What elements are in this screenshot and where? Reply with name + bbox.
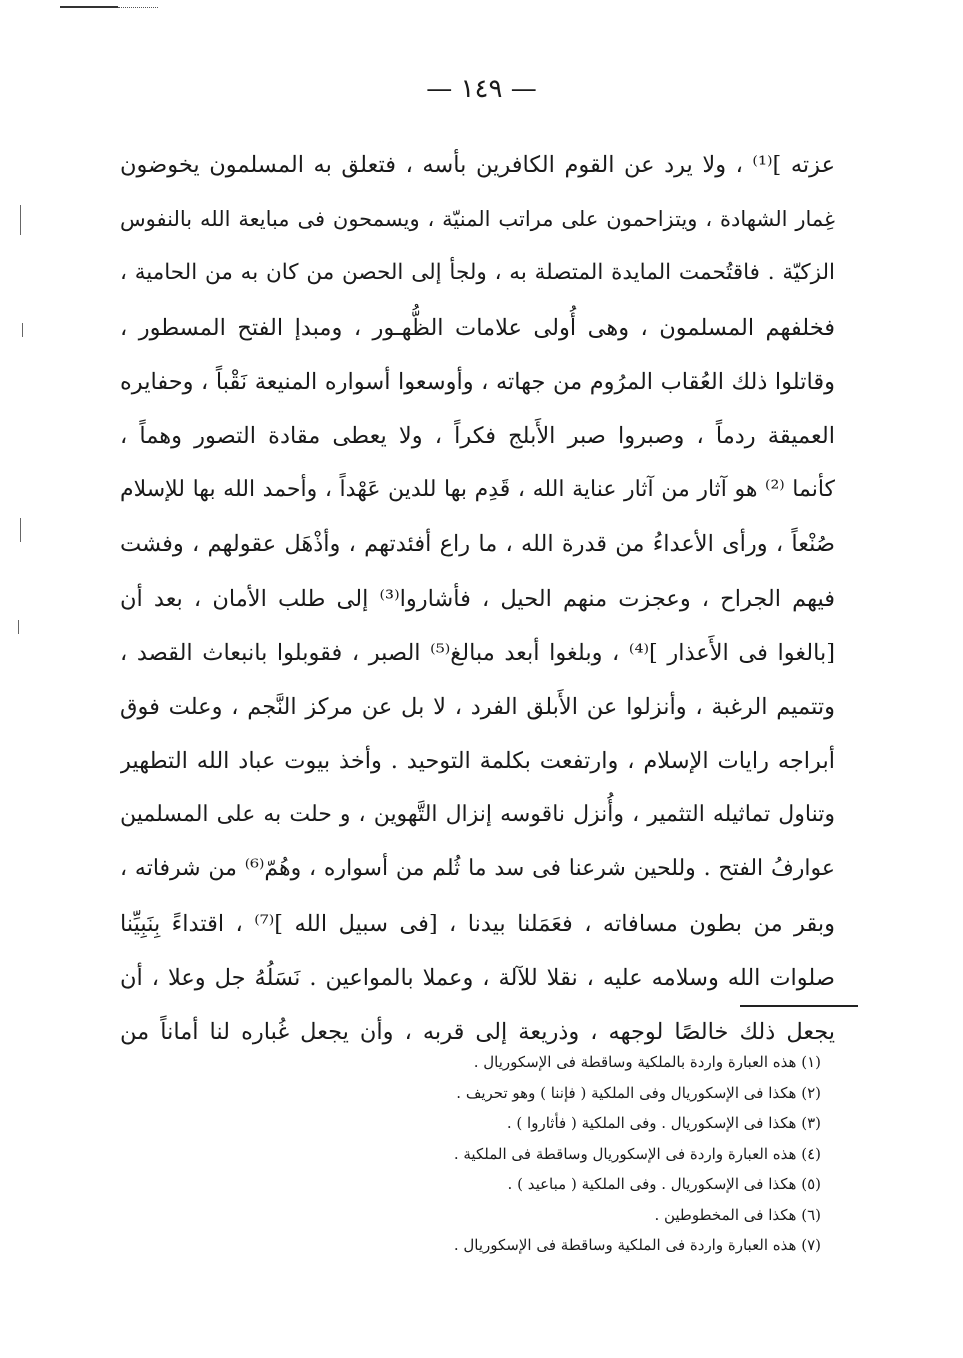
margin-mark: [18, 620, 19, 634]
text-line: كأنما ⁽²⁾ هو آثار من آثار عناية الله ، قَدِم بها للدين عَهْداً ، وأحمد الله بها للإسلام: [120, 477, 835, 503]
text-line: يجعل ذلك خالصًا لوجهه ، وذريعة إلى قربه ، وأن يجعل غُباره لنا أماناً من: [120, 1019, 835, 1045]
text-line: العميقة ردماً ، وصبروا صبر الأَبلج فكراً ، ولا يعطى مقادة التصور وهماً ،: [120, 422, 835, 449]
page-number: — ١٤٩ —: [426, 74, 537, 104]
text-line: وتتميم الرغبة ، وأنزلوا عن الأَبلق الفرد ، لا بل عن مركز النَّجم ، وعلت فوق: [120, 693, 835, 720]
footnote: (٢) هكذا فى الإسكوريال وفى الملكية ( فإننا ) وهو تحريف .: [456, 1083, 821, 1102]
text-line: [بالغوا فى الأَعذار ]⁽⁴⁾ ، وبلغوا أبعد مبالغ⁽⁵⁾ الصبر ، فقوبلوا بانبعاث القصد ،: [120, 639, 835, 666]
text-line: وبقر من بطون مسافاته ، فعَمَلنا بيدنا ، [فى سبيل الله ]⁽⁷⁾ ، اقتداءً بِنَبِيِّنا: [120, 910, 835, 937]
text-line: صُنْعاً ، ورأى الأعداءُ من قدرة الله ، ما راع أفئدتهم ، وأذْهَل عقولهم ، وفشت: [120, 531, 835, 558]
text-line: عزته ]⁽¹⁾ ، ولا يرد عن القوم الكافرين بأسه ، فتعلق به المسلمون يخوضون: [120, 152, 835, 178]
footnote: (٦) هكذا فى المخطوطين .: [654, 1205, 821, 1224]
text-line: أبراجه رايات الإسلام ، وارتفعت بكلمة التوحيد . وأخذ بيوت عباد الله التطهير: [120, 748, 835, 775]
footnote: (٣) هكذا فى الإسكوريال . وفى الملكية ( فأثاروا ) .: [506, 1114, 821, 1132]
footnote: (٧) هذه العبارة واردة فى الملكية وساقطة فى الإسكوريال .: [453, 1236, 821, 1254]
text-line: وتناول تماثيله التثمير ، وأُنزل ناقوسه إنزال التَّهوين ، و حلت به على المسلمين: [120, 802, 835, 828]
footnote: (٥) هكذا فى الإسكوريال . وفى الملكية ( مباعيد ) .: [507, 1175, 821, 1193]
body-text: [120, 138, 835, 1059]
footnote: (١) هذه العبارة واردة بالملكية وساقطة فى الإسكوريال .: [473, 1053, 821, 1071]
text-line: وقاتلوا ذلك العُقاب المرُوم من جهاته ، وأوسعوا أسواره المنيعة نَقْباً ، وحفايره: [120, 368, 835, 395]
text-line: غِمار الشهادة ، ويتزاحمون على مراتب المنيّة ، ويسمحون فى مبايعة الله بالنفوس: [120, 207, 835, 232]
footnote: (٤) هذه العبارة واردة فى الإسكوريال وساقطة فى الملكية .: [453, 1144, 821, 1163]
top-edge-dotted-rule: [118, 7, 158, 8]
margin-mark: [20, 518, 21, 542]
footnote-separator: [740, 1005, 858, 1007]
margin-mark: [20, 205, 21, 235]
margin-mark: [22, 323, 23, 337]
text-line: صلوات الله وسلامه عليه ، نقلا للآلة ، وعملا بالمواعين . نَسَلُهُ جل وعلا ، أن: [120, 964, 835, 991]
text-line: فخلفهم المسلمون ، وهى أُولى علامات الظُّهـور ، ومبدإ الفتح المسطور ،: [120, 314, 835, 341]
text-line: الزكيّة . فاقتُحمت المايدة المتصلة به ، ولجأ إلى الحصن من كان به من الحامية ،: [120, 260, 835, 286]
text-line: عوارفُ الفتح . وللحين شرعنا فى سد ما ثُلم من أسواره ، وهُمّ⁽⁶⁾ من شرفاته ،: [120, 856, 835, 882]
top-edge-rule: [60, 6, 118, 8]
text-line: فيهم الجراح ، وعجزت منهم الحيل ، فأشاروا⁽³⁾ إلى طلب الأمان ، بعد أن: [120, 585, 835, 612]
footnotes: [261, 1047, 821, 1261]
